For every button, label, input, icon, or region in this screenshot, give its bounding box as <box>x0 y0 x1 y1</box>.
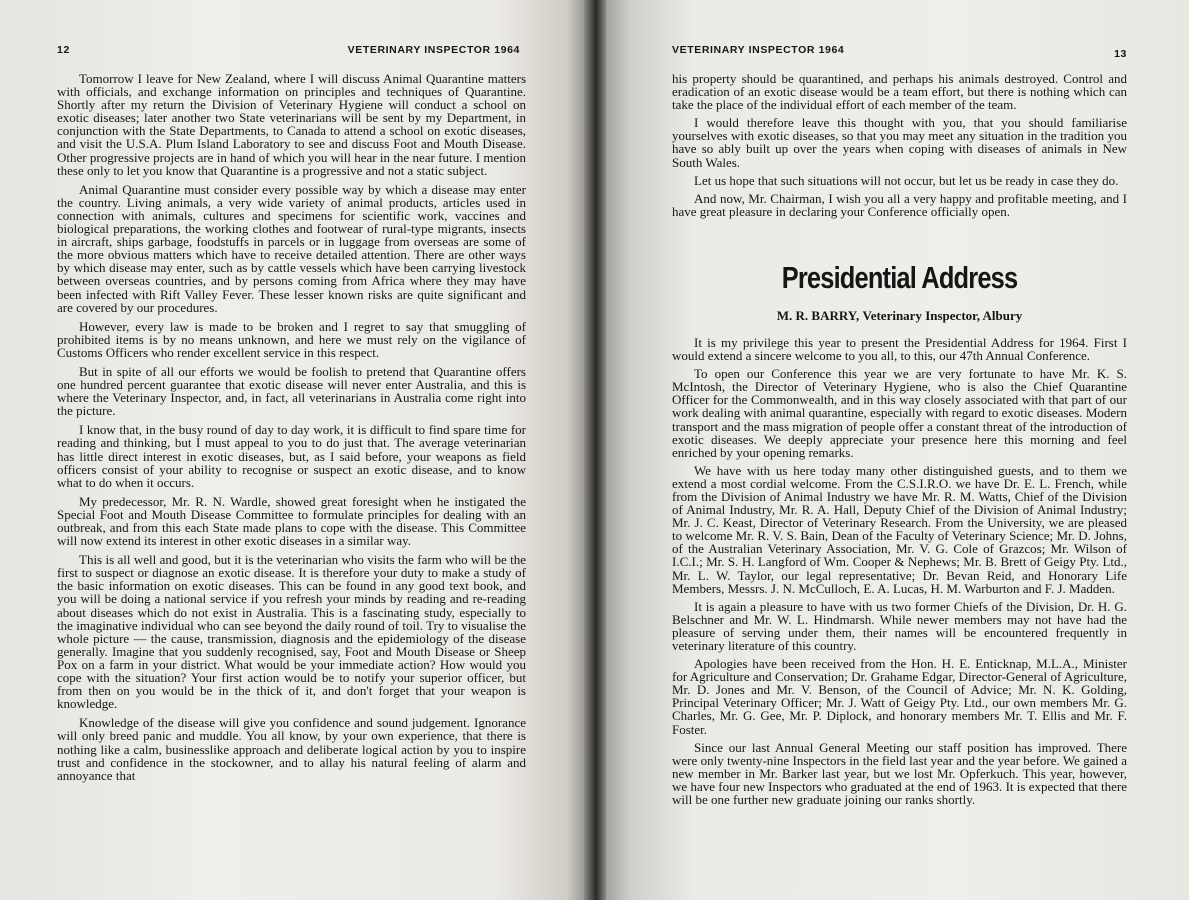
paragraph: And now, Mr. Chairman, I wish you all a very happy and profitable meeting, and I have great pleasure in declaring your Conference officially open. <box>672 190 1127 219</box>
paragraph: This is all well and good, but it is the veterinarian who visits the farm who will be the first to suspect or diagnose an exotic disease. It is therefore your duty to make a study of the basic information on exotic diseases. This can be found in any good text book, and you will be doing a national service if you refresh your minds by reading and re-reading about diseases which do not exist in Australia. This is a fascinating study, especially to the imaginative individual who can see beyond the daily round of toil. Try to visualise the whole picture — the cause, transmission, diagnosis and the epidemiology of the disease generally. Imagine that you suddenly recognised, say, Foot and Mouth Disease or Sheep Pox on a farm in your district. What would be your immediate action? How would you cope with the situation? Your first action would be to notify your superior officer, but from then on you would be in the thick of it, and don't forget that your weapon is knowledge. <box>57 552 526 712</box>
paragraph: Let us hope that such situations will not occur, but let us be ready in case they do. <box>694 172 1119 188</box>
paragraph: Since our last Annual General Meeting our staff position has improved. There were only twenty-nine Inspectors in the field last year and the year before. We gained a new member in Mr. Barker last year, but we lost Mr. Opferkuch. This year, however, we have four new Inspectors who graduated at the end of 1963. It is expected that there will be one further new graduate joining our ranks shortly. <box>672 739 1127 808</box>
paragraph: My predecessor, Mr. R. N. Wardle, showed great foresight when he instigated the Special Foot and Mouth Disease Committee to formulate principles for dealing with an outbreak, and from this each State made plans to cope with the disease. This Committee will now extend its interest in other exotic diseases in a similar way. <box>57 493 526 549</box>
paragraph: Knowledge of the disease will give you confidence and sound judgement. Ignorance will only breed panic and muddle. You all know, by your own experience, that there is nothing like a calm, businesslike approach and deliberate logical action by you to inspire trust and confidence in the stockowner, and to allay his natural feeling of alarm and annoyance that <box>57 715 526 783</box>
paragraph: I know that, in the busy round of day to day work, it is difficult to find spare time for reading and thinking, but I must appeal to you to do just that. The average veterinarian has little direct interest in exotic diseases, but, as I said before, your weapons as field officers consist of your ability to recognise or suspect an exotic disease, and to know what to do when it occurs. <box>57 422 526 490</box>
running-head-title: VETERINARY INSPECTOR 1964 <box>672 44 845 56</box>
byline <box>672 308 1127 324</box>
continued-paragraph: his property should be quarantined, and perhaps his animals destroyed. Control and eradication of an exotic disease would be a team effort, but there is nothing which can take the place of the individual effort of each member of the team. <box>672 71 1127 113</box>
running-head-title: VETERINARY INSPECTOR 1964 <box>347 44 520 56</box>
paragraph: It is again a pleasure to have with us two former Chiefs of the Division, Dr. H. G. Belschner and Mr. W. L. Hindmarsh. While newer members may not have had the pleasure of serving under them, their names will be encountered frequently in veterinary literature of this country. <box>672 598 1127 653</box>
paragraph: I would therefore leave this thought with you, that you should familiarise yourselves with exotic diseases, so that you may meet any situation in the tradition you have so ably built up over the years when coping with diseases of animals in New South Wales. <box>672 115 1127 170</box>
paragraph: Apologies have been received from the Hon. H. E. Enticknap, M.L.A., Minister for Agriculture and Conservation; Dr. Grahame Edgar, Director-General of Agriculture, Mr. D. Jones and Mr. V. Benson, of the Council of Advice; Mr. N. K. Golding, Principal Veterinary Officer; Mr. J. Watt of Geigy Pty. Ltd., our own members Mr. G. Charles, Mr. G. Gee, Mr. P. Diplock, and honorary members Mr. T. Ellis and Mr. F. Foster. <box>672 656 1127 737</box>
book-gutter <box>584 0 606 900</box>
author-role: Veterinary Inspector, Albury <box>862 307 1023 323</box>
left-page <box>0 0 584 900</box>
page-number: 13 <box>1114 48 1127 60</box>
paragraph: But in spite of all our efforts we would be foolish to pretend that Quarantine offers one hundred percent guarantee that exotic disease will never enter Australia, and this is where the Veterinary Inspector, and, in fact, all veterinarians in Australia come right into the picture. <box>57 363 526 419</box>
paragraph: To open our Conference this year we are very fortunate to have Mr. K. S. McIntosh, the Director of Veterinary Hygiene, who is also the Chief Quarantine Officer for the Commonwealth, and in this way closely associated with that part of our work dealing with animal quarantine, especially with regard to exotic diseases. Modern transport and the mass migration of people offer a constant threat of the introduction of exotic diseases. We deeply appreciate your presence here this morning and feel enriched by your opening remarks. <box>672 366 1127 460</box>
section-heading: Presidential Address <box>781 259 1018 295</box>
left-running-head <box>57 44 526 62</box>
paragraph: However, every law is made to be broken and I regret to say that smuggling of prohibited items is by no means unknown, and here we must rely on the vigilance of Customs Officers who render excellent service in this respect. <box>57 318 526 360</box>
paragraph: We have with us here today many other distinguished guests, and to them we extend a most cordial welcome. From the C.S.I.R.O. we have Dr. E. L. French, while from the Division of Animal Industry we have Mr. R. M. Watts, Chief of the Division of Animal Industry, Mr. R. A. Hall, Deputy Chief of the Division of Animal Industry; Mr. J. C. Keast, Director of Veterinary Research. From the University, we are pleased to welcome Mr. R. V. S. Bain, Dean of the Faculty of Veterinary Science; Mr. D. Johns, of the Australian Veterinary Association, Mr. V. G. Cole of Grazcos; Mr. Wilson of I.C.I.; Mr. S. H. Langford of Wm. Cooper & Nephews; Mr. B. Brett of Geigy Pty. Ltd., Mr. L. W. Taylor, our legal representative; Dr. Bevan Reid, and Honorary Life Members, Messrs. J. N. McCulloch, E. A. Lucas, H. M. Warburton and F. J. Madden. <box>672 462 1127 596</box>
paragraph: It is my privilege this year to present the Presidential Address for 1964. First I would extend a sincere welcome to you all, to this, our 47th Annual Conference. <box>672 334 1127 364</box>
paragraph: Tomorrow I leave for New Zealand, where I will discuss Animal Quarantine matters with officials, and exchange information on principles and techniques of Quarantine. Shortly after my return the Division of Veterinary Hygiene will conduct a school on exotic diseases; later another two State veterinarians will be sent by my Department, in conjunction with the State Departments, to Canada to attend a school on exotic diseases, and visit the U.S.A. Plum Island Laboratory to see and discuss Foot and Mouth Disease. Other progressive projects are in hand of which you will hear in the near future. I mention these only to let you know that Quarantine is a progressive and not a static subject. <box>57 71 526 178</box>
author-name: M. R. BARRY, <box>776 307 860 323</box>
right-running-head <box>672 44 1127 62</box>
right-page <box>606 0 1189 900</box>
page-number: 12 <box>57 44 70 56</box>
paragraph: Animal Quarantine must consider every possible way by which a disease may enter the country. Living animals, a very wide variety of animal products, articles used in connection with animals, cultures and specimens for scientific work, vaccines and biological preparations, the working clothes and footwear of rural-type migrants, insects in aircraft, ships garbage, foodstuffs in parcels or in luggage from overseas are some of the more obvious matters which have to receive detailed attention. There are other ways by which disease may enter, such as by cattle vessels which have been carrying livestock between overseas countries, and by persons coming from Africa where they may have been infected with Rift Valley Fever. These lesser known risks are quite significant and are covered by our procedures. <box>57 181 526 315</box>
